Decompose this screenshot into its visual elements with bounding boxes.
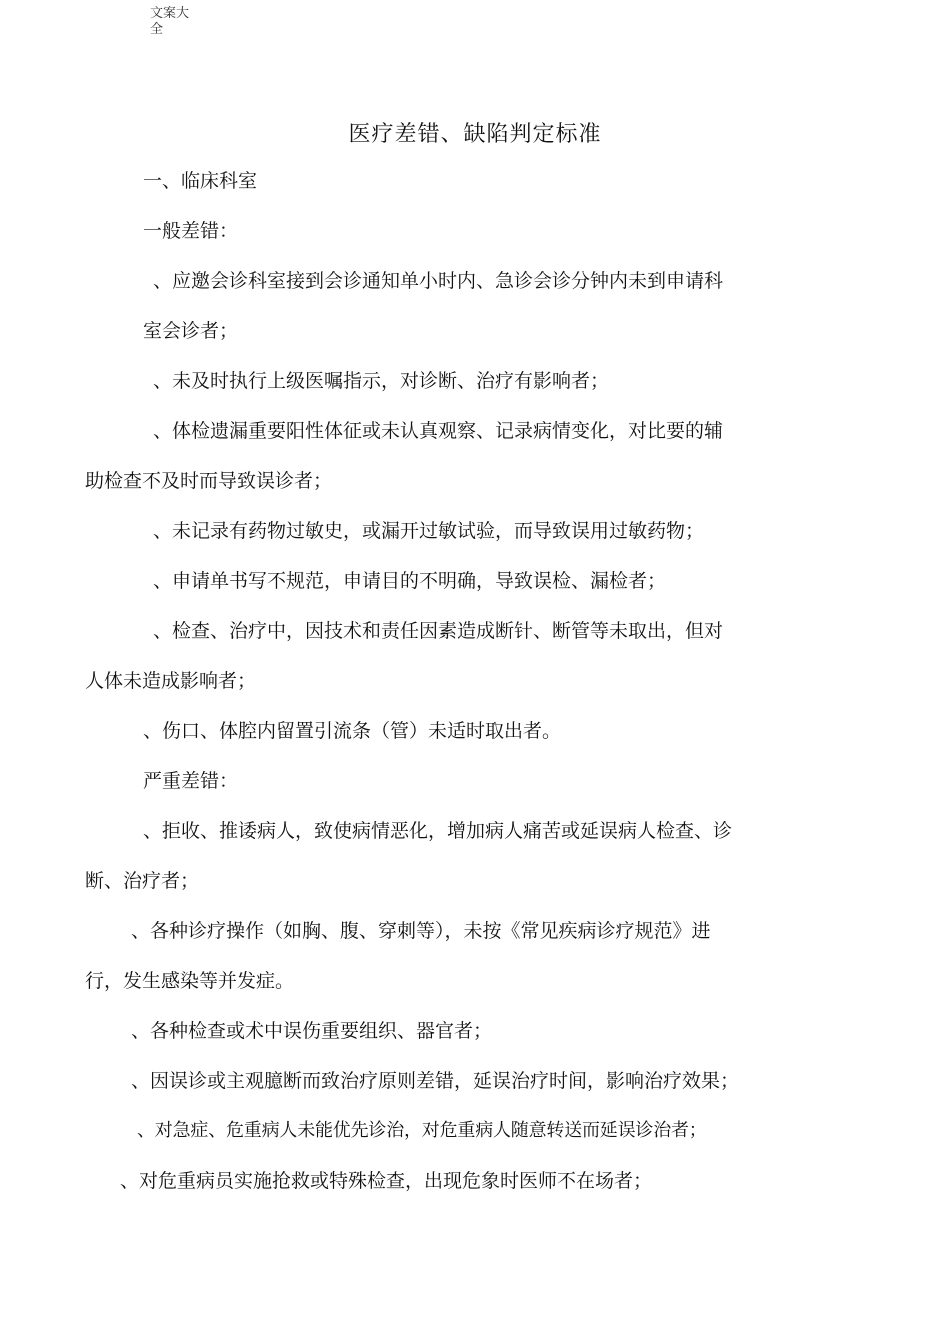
clause-line: 、应邀会诊科室接到会诊通知单小时内、急诊会诊分钟内未到申请科	[153, 270, 724, 292]
header-watermark-text: 文案大全	[150, 6, 190, 37]
clause-line: 人体未造成影响者；	[85, 670, 257, 692]
clause-line: 、拒收、推诿病人，致使病情恶化，增加病人痛苦或延误病人检查、诊	[143, 820, 733, 842]
clause-line: 、体检遗漏重要阳性体征或未认真观察、记录病情变化，对比要的辅	[153, 420, 724, 442]
clause-line: 、检查、治疗中，因技术和责任因素造成断针、断管等未取出，但对	[153, 620, 724, 642]
clause-line: 、对危重病员实施抢救或特殊检查，出现危象时医师不在场者；	[120, 1170, 653, 1192]
clause-line: 、伤口、体腔内留置引流条（管）未适时取出者。	[143, 720, 562, 742]
clause-line: 、因误诊或主观臆断而致治疗原则差错，延误治疗时间，影响治疗效果；	[131, 1070, 740, 1092]
clause-line: 助检查不及时而导致误诊者；	[85, 470, 333, 492]
subheading-general-errors: 一般差错：	[143, 220, 239, 242]
clause-line: 室会诊者；	[143, 320, 239, 342]
document-title: 医疗差错、缺陷判定标准	[348, 122, 602, 147]
clause-line: 行，发生感染等并发症。	[85, 970, 295, 992]
clause-line: 、各种检查或术中误伤重要组织、器官者；	[131, 1020, 493, 1042]
clause-line: 、各种诊疗操作（如胸、腹、穿刺等），未按《常见疾病诊疗规范》进	[131, 920, 711, 942]
clause-line: 、未记录有药物过敏史，或漏开过敏试验，而导致误用过敏药物；	[153, 520, 705, 542]
subheading-serious-errors: 严重差错：	[143, 770, 239, 792]
clause-line: 、对急症、危重病人未能优先诊治，对危重病人随意转送而延误诊治者；	[137, 1120, 707, 1141]
clause-line: 断、治疗者；	[85, 870, 200, 892]
clause-line: 、未及时执行上级医嘱指示，对诊断、治疗有影响者；	[153, 370, 610, 392]
clause-line: 、申请单书写不规范，申请目的不明确，导致误检、漏检者；	[153, 570, 667, 592]
section-heading-clinical: 一、临床科室	[143, 170, 258, 192]
